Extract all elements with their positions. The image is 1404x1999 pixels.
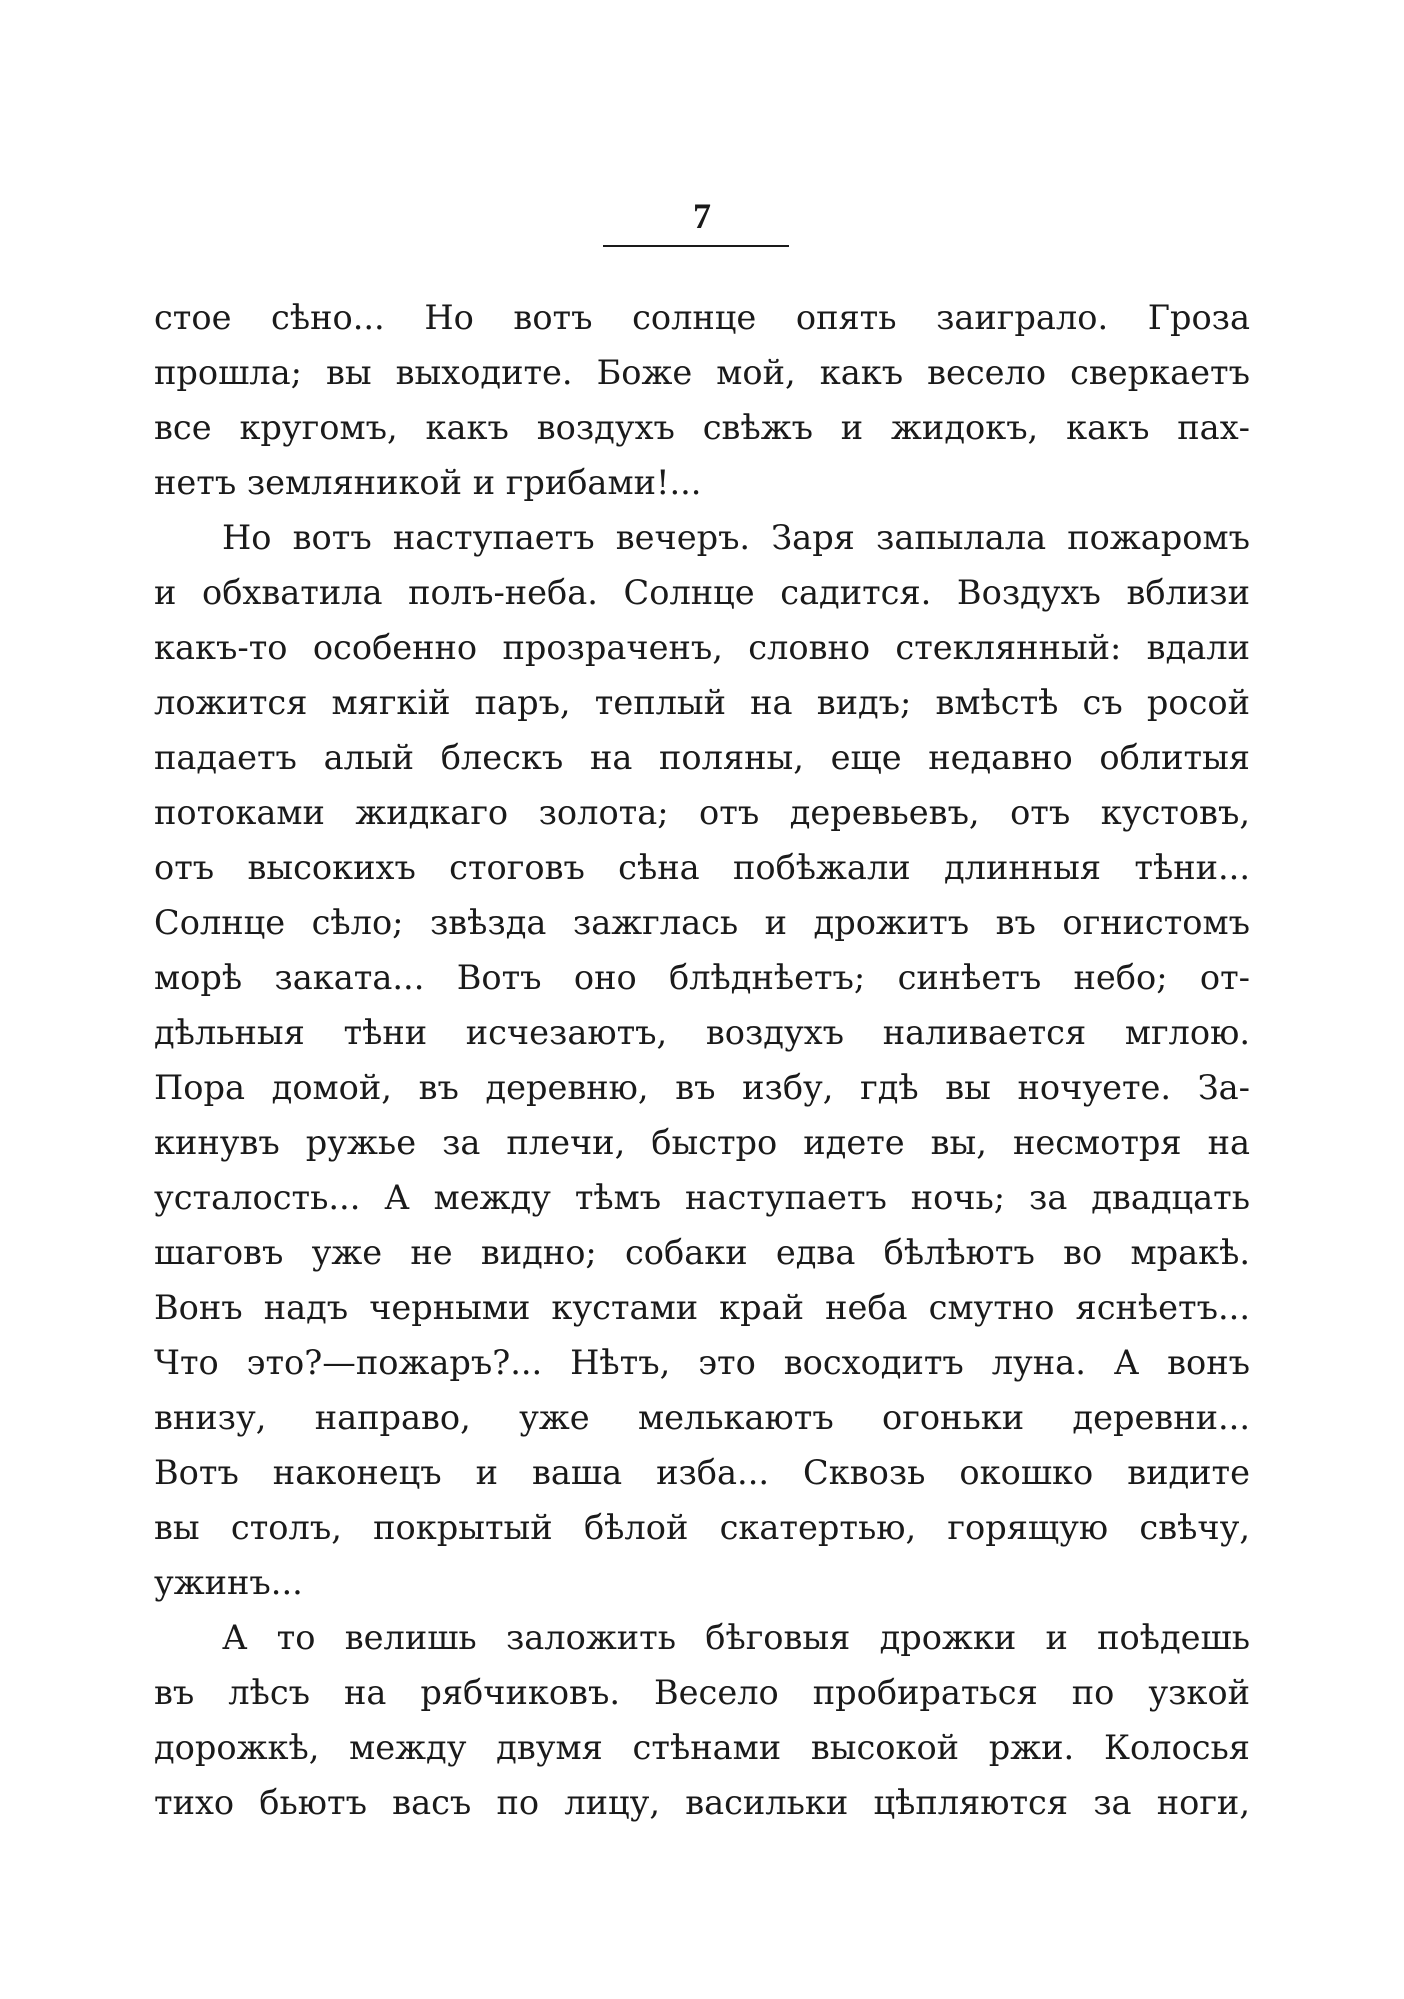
text-line: ложится мягкій паръ, теплый на видъ; вмѣстѣ съ росой <box>154 683 1250 722</box>
text-line: Вотъ наконецъ и ваша изба... Сквозь окошко видите <box>154 1453 1250 1492</box>
text-line: А то велишь заложить бѣговыя дрожки и поѣдешь <box>222 1618 1250 1657</box>
page-number-rule <box>603 245 789 247</box>
text-line: падаетъ алый блескъ на поляны, еще недавно облитыя <box>154 738 1250 777</box>
text-line: Вонъ надъ черными кустами край неба смутно яснѣетъ... <box>154 1288 1250 1327</box>
text-line: все кругомъ, какъ воздухъ свѣжъ и жидокъ, какъ пах- <box>154 408 1250 447</box>
text-line: дорожкѣ, между двумя стѣнами высокой ржи. Колосья <box>154 1728 1250 1767</box>
text-line: дѣльныя тѣни исчезаютъ, воздухъ наливается мглою. <box>154 1013 1250 1052</box>
text-line: ужинъ... <box>154 1563 303 1602</box>
text-line: Но вотъ наступаетъ вечеръ. Заря запылала пожаромъ <box>222 518 1250 557</box>
text-line: тихо бьютъ васъ по лицу, васильки цѣпляются за ноги, <box>154 1783 1250 1822</box>
text-line: какъ-то особенно прозраченъ, словно стеклянный: вдали <box>154 628 1250 667</box>
text-line: нетъ земляникой и грибами!... <box>154 463 702 502</box>
body-text <box>154 290 1250 1830</box>
text-line: въ лѣсъ на рябчиковъ. Весело пробираться по узкой <box>154 1673 1250 1712</box>
text-line: морѣ заката... Вотъ оно блѣднѣетъ; синѣетъ небо; от- <box>154 958 1250 997</box>
text-line: Пора домой, въ деревню, въ избу, гдѣ вы ночуете. За- <box>154 1068 1250 1107</box>
text-line: прошла; вы выходите. Боже мой, какъ весело сверкаетъ <box>154 353 1250 392</box>
text-line: отъ высокихъ стоговъ сѣна побѣжали длинныя тѣни... <box>154 848 1250 887</box>
text-line: усталость... А между тѣмъ наступаетъ ночь; за двадцать <box>154 1178 1250 1217</box>
text-line: Что это?—пожаръ?... Нѣтъ, это восходитъ луна. А вонъ <box>154 1343 1250 1382</box>
text-line: шаговъ уже не видно; собаки едва бѣлѣютъ во мракѣ. <box>154 1233 1250 1272</box>
text-line: стое сѣно... Но вотъ солнце опять заиграло. Гроза <box>154 298 1250 337</box>
text-line: Солнце сѣло; звѣзда зажглась и дрожитъ въ огнистомъ <box>154 903 1250 942</box>
text-line: и обхватила полъ-неба. Солнце садится. Воздухъ вблизи <box>154 573 1250 612</box>
text-line: потоками жидкаго золота; отъ деревьевъ, отъ кустовъ, <box>154 793 1250 832</box>
text-line: внизу, направо, уже мелькаютъ огоньки деревни... <box>154 1398 1250 1437</box>
text-line: кинувъ ружье за плечи, быстро идете вы, несмотря на <box>154 1123 1250 1162</box>
page-number: 7 <box>693 196 711 236</box>
text-line: вы столъ, покрытый бѣлой скатертью, горящую свѣчу, <box>154 1508 1250 1547</box>
